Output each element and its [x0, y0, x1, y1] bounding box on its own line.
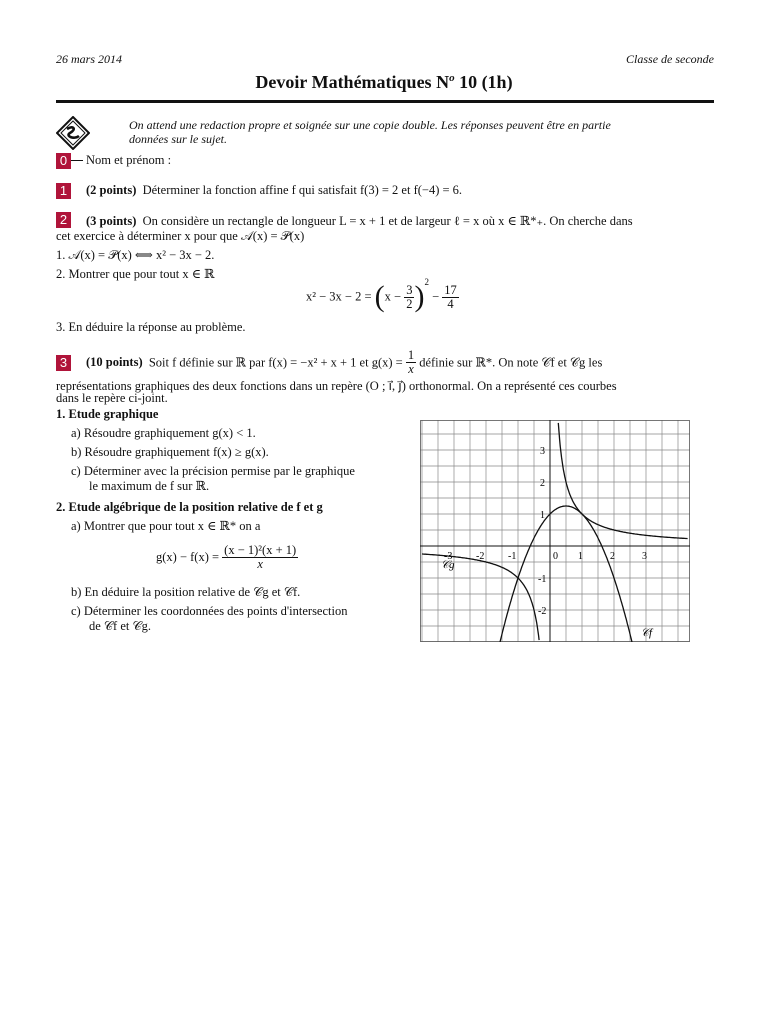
eq-frac2-num: 17 — [444, 282, 457, 297]
x-tick-label: 1 — [578, 551, 583, 562]
y-tick-label: 3 — [540, 446, 545, 457]
x-tick-label: 0 — [553, 551, 558, 562]
g-frac-den: x — [408, 362, 414, 376]
graph-border — [421, 421, 690, 642]
cf-label: 𝒞f — [641, 627, 653, 639]
graph-curves — [422, 423, 688, 642]
exercise-2-badge: 2 — [56, 212, 71, 228]
exercise-1-text: Déterminer la fonction affine f qui satisfait f(3) = 2 et f(−4) = 6. — [142, 183, 463, 197]
part-1-c-1: c) Déterminer avec la précision permise par le graphique — [71, 464, 355, 478]
graph-grid — [420, 420, 690, 642]
exercise-2-points: (3 points) — [86, 214, 137, 228]
eq-minus: − — [428, 289, 443, 304]
eq-left: x² − 3x − 2 = — [306, 289, 375, 304]
graph-axes — [420, 420, 690, 642]
part-1-title: 1. Etude graphique — [56, 407, 159, 421]
intro-line-1: On attend une redaction propre et soignée sur une copie double. Les réponses peuvent être en partie — [129, 118, 611, 132]
part-1-c-2: le maximum de f sur ℝ. — [89, 479, 210, 493]
exercise-3-line-2: représentations graphiques des deux fonctions dans un repère (O ; i⃗, j⃗) orthonormal. On a représenté ces courbes — [56, 379, 617, 393]
title-sup: o — [449, 72, 455, 84]
part-2-c-1: c) Déterminer les coordonnées des points d'intersection — [71, 604, 348, 618]
eq-paren-open: ( — [374, 280, 385, 313]
eq-frac1-num: 3 — [406, 282, 413, 297]
part-2-equation — [156, 544, 298, 571]
exercise-2-line-1 — [86, 213, 633, 229]
x-tick-label: -3 — [444, 551, 453, 562]
exercise-3-text-a: Soit f définie sur ℝ par f(x) = −x² + x + 1 et g(x) = — [148, 355, 406, 370]
y-tick-label: 1 — [540, 510, 545, 521]
part-1-a: a) Résoudre graphiquement g(x) < 1. — [71, 426, 256, 440]
class-label: Classe de seconde — [626, 52, 714, 66]
y-tick-label: 2 — [540, 478, 545, 489]
eq2-num: (x − 1)²(x + 1) — [224, 543, 297, 557]
exercise-0-dash — [71, 160, 83, 161]
part-2-b: b) En déduire la position relative de 𝒞g et 𝒞f. — [71, 585, 301, 599]
exercise-2-equation — [306, 276, 459, 314]
eq-paren-close: ) — [414, 280, 425, 313]
intro-line-2: données sur le sujet. — [129, 132, 227, 146]
x-tick-label: -1 — [508, 551, 517, 562]
eq-frac1-den: 2 — [406, 296, 413, 311]
part-2-title: 2. Etude algébrique de la position relative de f et g — [56, 500, 323, 514]
x-tick-label: 2 — [610, 551, 615, 562]
date: 26 mars 2014 — [56, 52, 123, 66]
exercise-1-statement — [86, 183, 462, 198]
exercise-2-q2: 2. Montrer que pour tout x ∈ ℝ — [56, 267, 215, 281]
eq2-left: g(x) − f(x) = — [156, 550, 223, 564]
eq-frac2-den: 4 — [447, 296, 454, 311]
cg-label: 𝒞g — [441, 559, 455, 571]
exercise-3-points: (10 points) — [86, 355, 143, 369]
warning-sign-icon — [56, 116, 90, 150]
exercise-2-q3: 3. En déduire la réponse au problème. — [56, 320, 246, 334]
part-1-b: b) Résoudre graphiquement f(x) ≥ g(x). — [71, 445, 269, 459]
exercise-2-line-2: cet exercice à déterminer x pour que 𝒜(x) = 𝒫(x) — [56, 229, 305, 243]
exercise-1-badge: 1 — [56, 183, 71, 199]
eq-frac-3-2 — [404, 284, 414, 311]
eq2-den: x — [257, 557, 263, 571]
exercise-3-badge: 3 — [56, 355, 71, 371]
exercise-1-points: (2 points) — [86, 183, 137, 197]
y-tick-label: -1 — [538, 574, 547, 585]
part-2-a: a) Montrer que pour tout x ∈ ℝ* on a — [71, 519, 261, 533]
title-rule — [56, 100, 714, 103]
exercise-3-line-1 — [86, 349, 602, 376]
x-tick-label: 3 — [642, 551, 647, 562]
y-tick-label: -2 — [538, 606, 547, 617]
x-tick-label: -2 — [476, 551, 485, 562]
curve-cg-positive — [558, 423, 687, 539]
exercise-2-text: On considère un rectangle de longueur L = x + 1 et de largeur ℓ = x où x ∈ ℝ*₊. On cherche dans — [142, 214, 633, 228]
page-title — [0, 72, 768, 93]
title-rest: 10 (1h) — [459, 72, 513, 92]
eq-square: 2 — [424, 276, 429, 287]
part-2-c-2: de 𝒞f et 𝒞g. — [89, 619, 151, 633]
graph-ticks — [444, 446, 647, 617]
g-frac-num: 1 — [407, 348, 415, 362]
g-fraction — [406, 349, 416, 376]
function-graph — [420, 420, 690, 642]
eq-frac-17-4 — [442, 284, 459, 311]
exercise-2-q1: 1. 𝒜(x) = 𝒫(x) ⟺ x² − 3x − 2. — [56, 248, 215, 262]
exercise-0-badge: 0 — [56, 153, 71, 169]
exercise-3-line-3: dans le repère ci-joint. — [56, 391, 168, 405]
eq2-fraction — [222, 544, 298, 571]
exercise-0-text: Nom et prénom : — [86, 153, 172, 167]
title-text: Devoir Mathématiques N — [255, 72, 450, 92]
exercise-3-text-b: définie sur ℝ*. On note 𝒞f et 𝒞g les — [416, 355, 603, 370]
eq-x: x − — [384, 289, 405, 304]
